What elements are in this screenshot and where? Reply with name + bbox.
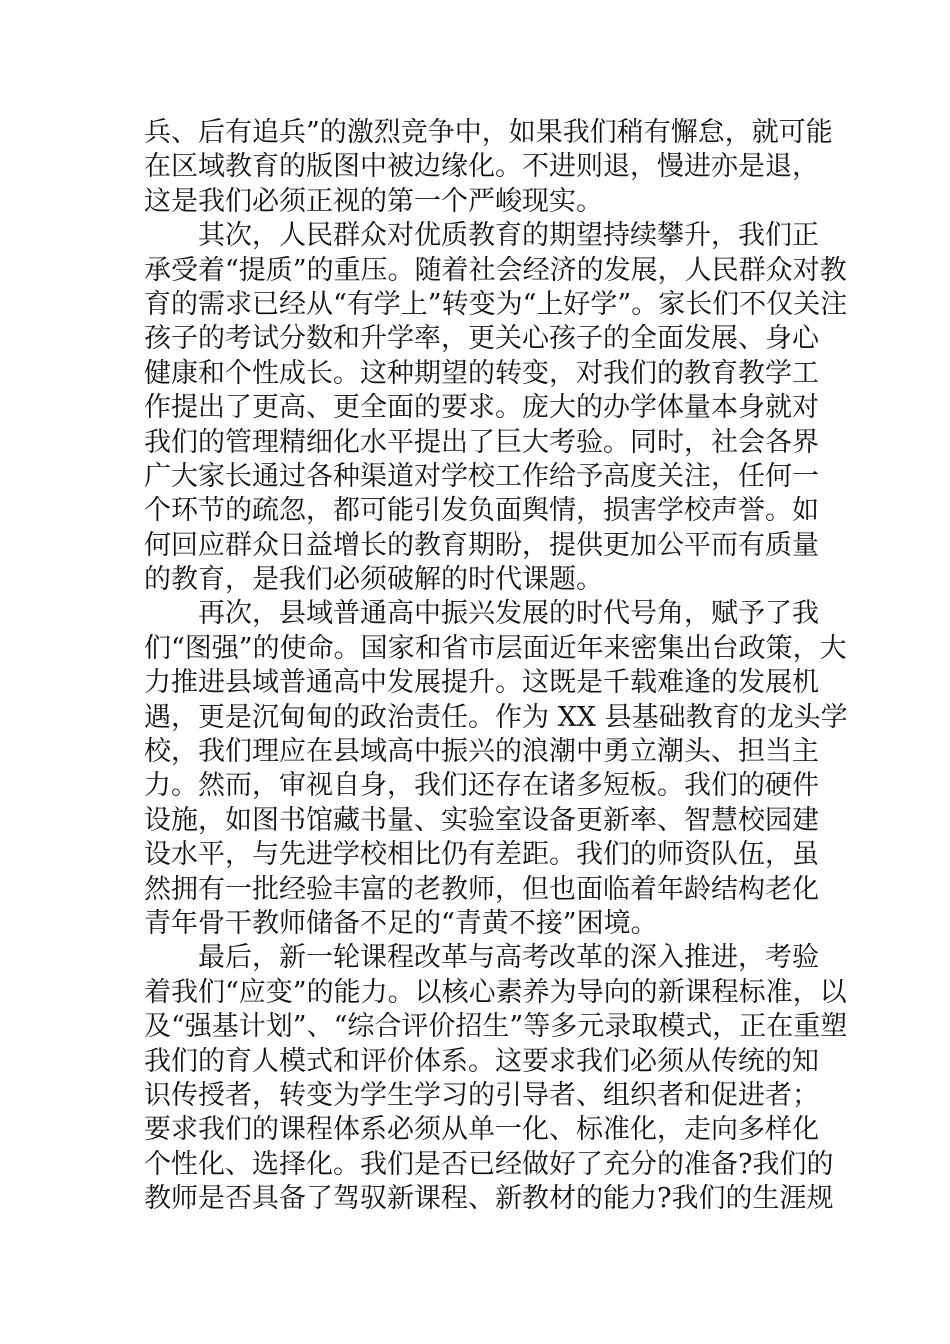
text-line: 兵、后有追兵”的激烈竞争中，如果我们稍有懈怠，就可能 xyxy=(144,117,833,148)
text-line: 孩子的考试分数和升学率，更关心孩子的全面发展、身心 xyxy=(144,323,819,355)
text-line: 这是我们必须正视的第一个严峻现实。 xyxy=(144,185,603,217)
text-line: 然拥有一批经验丰富的老教师，但也面临着年龄结构老化 xyxy=(144,873,819,905)
text-line: 最后，新一轮课程改革与高考改革的深入推进，考验 xyxy=(198,942,819,974)
paragraph-continuation xyxy=(144,116,833,219)
text-line: 承受着“提质”的重压。随着社会经济的发展，人民群众对教 xyxy=(144,254,847,286)
text-line: 在区域教育的版图中被边缘化。不进则退，慢进亦是退， xyxy=(144,151,819,183)
text-line: 教师是否具备了驾驭新课程、新教材的能力?我们的生涯规 xyxy=(144,1183,834,1215)
text-line: 要求我们的课程体系必须从单一化、标准化，走向多样化 xyxy=(144,1114,819,1146)
text-line: 作提出了更高、更全面的要求。庞大的办学体量本身就对 xyxy=(144,392,819,424)
document-body xyxy=(144,116,848,1217)
text-line: 育的需求已经从“有学上”转变为“上好学”。家长们不仅关注 xyxy=(144,288,848,320)
text-line: 我们的育人模式和评价体系。这要求我们必须从传统的知 xyxy=(144,1045,819,1077)
text-line: 的教育，是我们必须破解的时代课题。 xyxy=(144,564,603,596)
text-line: 我们的管理精细化水平提出了巨大考验。同时，社会各界 xyxy=(144,426,819,458)
text-line: 健康和个性成长。这种期望的转变，对我们的教育教学工 xyxy=(144,357,819,389)
text-line: 们“图强”的使命。国家和省市层面近年来密集出台政策，大 xyxy=(144,632,847,664)
text-line: 设水平，与先进学校相比仍有差距。我们的师资队伍，虽 xyxy=(144,839,819,871)
paragraph-second xyxy=(144,219,848,597)
text-line: 及“强基计划”、“综合评价招生”等多元录取模式，正在重塑 xyxy=(144,1011,848,1043)
text-line: 校，我们理应在县域高中振兴的浪潮中勇立潮头、担当主 xyxy=(144,736,819,768)
text-line: 遇，更是沉甸甸的政治责任。作为 XX 县基础教育的龙头学 xyxy=(144,701,848,733)
text-line: 个性化、选择化。我们是否已经做好了充分的准备?我们的 xyxy=(144,1148,834,1180)
text-line: 再次，县域普通高中振兴发展的时代号角，赋予了我 xyxy=(198,598,819,630)
text-line: 设施，如图书馆藏书量、实验室设备更新率、智慧校园建 xyxy=(144,804,819,836)
text-line: 识传授者，转变为学生学习的引导者、组织者和促进者； xyxy=(144,1079,819,1111)
text-line: 着我们“应变”的能力。以核心素养为导向的新课程标准，以 xyxy=(144,976,847,1008)
text-line: 青年骨干教师储备不足的“青黄不接”困境。 xyxy=(144,907,658,939)
text-line: 力推进县域普通高中发展提升。这既是千载难逢的发展机 xyxy=(144,667,819,699)
paragraph-third xyxy=(144,597,848,941)
text-line: 力。然而，审视自身，我们还存在诸多短板。我们的硬件 xyxy=(144,770,819,802)
text-line: 何回应群众日益增长的教育期盼，提供更加公平而有质量 xyxy=(144,529,819,561)
text-line: 个环节的疏忽，都可能引发负面舆情，损害学校声誉。如 xyxy=(144,495,819,527)
text-line: 广大家长通过各种渠道对学校工作给予高度关注，任何一 xyxy=(144,460,819,492)
text-line: 其次，人民群众对优质教育的期望持续攀升，我们正 xyxy=(198,220,819,252)
paragraph-fourth xyxy=(144,941,848,1216)
